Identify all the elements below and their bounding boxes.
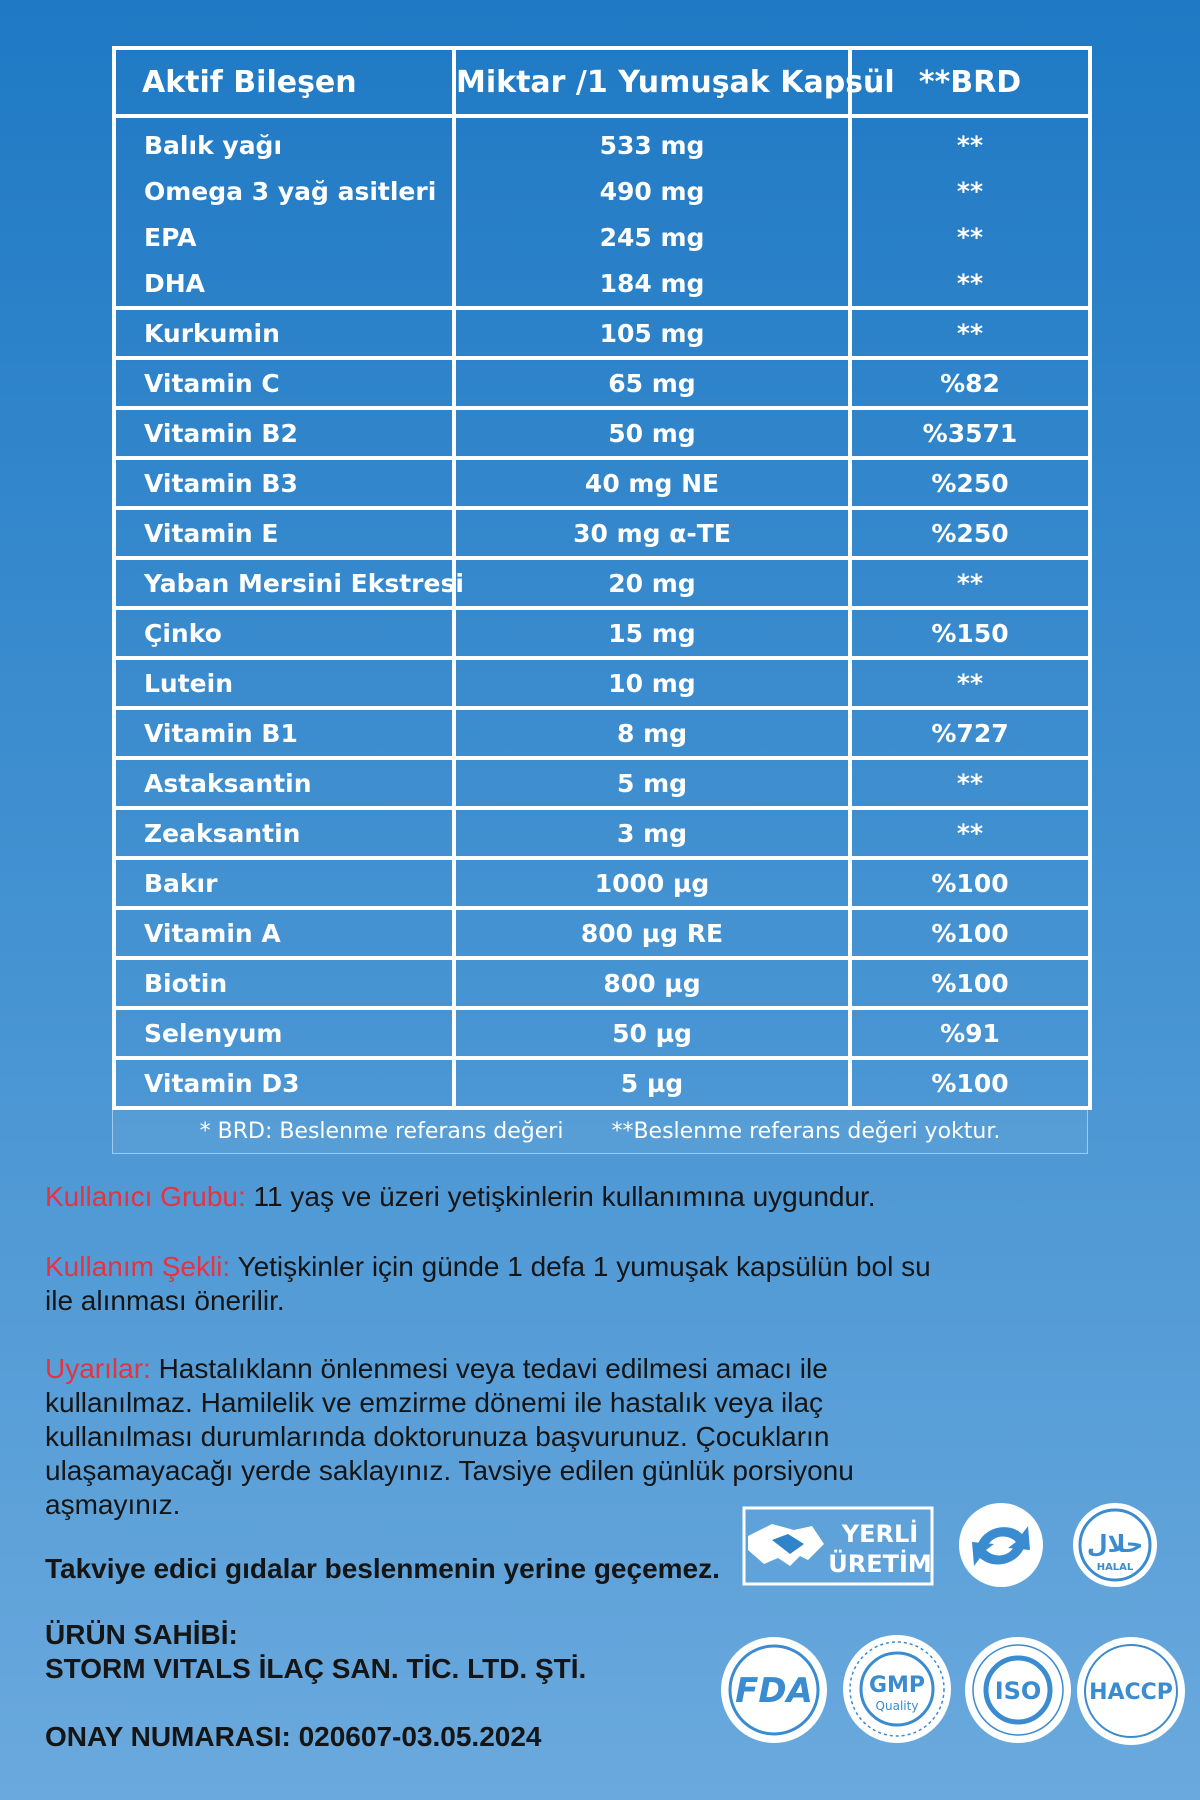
amount-cell: 533 mg [454, 116, 850, 168]
amount-cell: 15 mg [454, 608, 850, 658]
table-row [114, 214, 1090, 260]
haccp-badge [1074, 1634, 1188, 1748]
header-active-ingredient: Aktif Bileşen [114, 48, 454, 116]
brd-cell: ** [850, 168, 1090, 214]
owner-name: STORM VITALS İLAÇ SAN. TİC. LTD. ŞTİ. [45, 1653, 587, 1684]
brd-cell: %82 [850, 358, 1090, 408]
table-row [114, 116, 1090, 168]
iso-badge [962, 1634, 1074, 1746]
brd-cell: %91 [850, 1008, 1090, 1058]
footnote-no-brd: **Beslenme referans değeri yoktur. [611, 1119, 1001, 1144]
amount-cell: 40 mg NE [454, 458, 850, 508]
warnings-label: Uyarılar: [45, 1353, 151, 1384]
ingredient-name-cell: Yaban Mersini Ekstresi [114, 558, 454, 608]
ingredient-name-cell: Vitamin C [114, 358, 454, 408]
fda-badge [718, 1634, 830, 1746]
amount-cell: 245 mg [454, 214, 850, 260]
brd-cell: %250 [850, 508, 1090, 558]
ingredient-name-cell: Bakır [114, 858, 454, 908]
table-row [114, 908, 1090, 958]
handshake-icon [748, 1524, 824, 1566]
ingredient-name-cell: Vitamin B3 [114, 458, 454, 508]
ingredient-name-cell: DHA [114, 260, 454, 308]
table-row [114, 858, 1090, 908]
usage-text: Yetişkinler için günde 1 defa 1 yumuşak kapsülün bol su ile alınması önerilir. [45, 1251, 931, 1316]
table-header-row [114, 48, 1090, 116]
supplement-disclaimer: Takviye edici gıdalar beslenmenin yerine geçemez. [45, 1553, 720, 1584]
table-row [114, 1008, 1090, 1058]
table-row [114, 758, 1090, 808]
ingredient-name-cell: Selenyum [114, 1008, 454, 1058]
table-row [114, 168, 1090, 214]
ingredient-name-cell: Vitamin B2 [114, 408, 454, 458]
warnings-text: Hastalıklann önlenmesi veya tedavi edilmesi amacı ile kullanılmaz. Hamilelik ve emzirme dönemi ile hastalık veya ilaç kullanılması durumlarında doktorunuza başvurunuz. Çocukların ulaşamayacağı yerde saklayınız. Tavsiye edilen günlük porsiyonu aşmayınız. [45, 1353, 854, 1520]
ingredient-name-cell: Vitamin E [114, 508, 454, 558]
table-row [114, 558, 1090, 608]
brd-cell: %727 [850, 708, 1090, 758]
table-row [114, 408, 1090, 458]
brd-cell: %250 [850, 458, 1090, 508]
nutrition-table-section [112, 46, 1088, 1154]
amount-cell: 3 mg [454, 808, 850, 858]
nutrition-table [112, 46, 1092, 1110]
gmp-quality-text: Quality [875, 1699, 919, 1713]
amount-cell: 800 µg [454, 958, 850, 1008]
brd-cell: ** [850, 116, 1090, 168]
ingredient-name-cell: Vitamin D3 [114, 1058, 454, 1108]
brd-cell: ** [850, 558, 1090, 608]
table-row [114, 508, 1090, 558]
brd-cell: ** [850, 308, 1090, 358]
amount-cell: 8 mg [454, 708, 850, 758]
ingredient-name-cell: Vitamin B1 [114, 708, 454, 758]
amount-cell: 490 mg [454, 168, 850, 214]
table-row [114, 458, 1090, 508]
brd-cell: %3571 [850, 408, 1090, 458]
amount-cell: 65 mg [454, 358, 850, 408]
table-body [114, 116, 1090, 1108]
header-brd: **BRD [850, 48, 1090, 116]
brd-cell: ** [850, 260, 1090, 308]
amount-cell: 800 µg RE [454, 908, 850, 958]
table-row [114, 708, 1090, 758]
footnote-brd-definition: * BRD: Beslenme referans değeri [199, 1119, 564, 1144]
brd-cell: ** [850, 214, 1090, 260]
usage-paragraph [45, 1250, 965, 1318]
gmp-text: GMP [868, 1673, 926, 1698]
amount-cell: 5 mg [454, 758, 850, 808]
amount-cell: 20 mg [454, 558, 850, 608]
yerli-uretim-badge [742, 1506, 934, 1586]
ingredient-name-cell: Balık yağı [114, 116, 454, 168]
table-footnote [112, 1110, 1088, 1154]
recycle-icon [956, 1500, 1046, 1590]
uretim-text: ÜRETİM [828, 1550, 932, 1578]
amount-cell: 30 mg α-TE [454, 508, 850, 558]
table-row [114, 808, 1090, 858]
fda-text: FDA [735, 1671, 813, 1711]
brd-cell: %100 [850, 858, 1090, 908]
user-group-paragraph [45, 1180, 1025, 1214]
user-group-text: 11 yaş ve üzeri yetişkinlerin kullanımına uygundur. [245, 1181, 876, 1212]
amount-cell: 5 µg [454, 1058, 850, 1108]
table-row [114, 608, 1090, 658]
brd-cell: %150 [850, 608, 1090, 658]
table-row [114, 358, 1090, 408]
ingredient-name-cell: Kurkumin [114, 308, 454, 358]
amount-cell: 184 mg [454, 260, 850, 308]
halal-badge [1070, 1500, 1160, 1590]
table-row [114, 958, 1090, 1008]
haccp-text: HACCP [1089, 1680, 1173, 1705]
ingredient-name-cell: Vitamin A [114, 908, 454, 958]
amount-cell: 10 mg [454, 658, 850, 708]
iso-text: ISO [994, 1677, 1042, 1705]
halal-arabic-text: حلال [1086, 1530, 1144, 1558]
ingredient-name-cell: EPA [114, 214, 454, 260]
usage-label: Kullanım Şekli: [45, 1251, 231, 1282]
table-row [114, 658, 1090, 708]
table-row [114, 308, 1090, 358]
warnings-paragraph [45, 1352, 865, 1522]
amount-cell: 50 mg [454, 408, 850, 458]
ingredient-name-cell: Astaksantin [114, 758, 454, 808]
gmp-badge [840, 1632, 954, 1746]
amount-cell: 1000 µg [454, 858, 850, 908]
header-amount: Miktar /1 Yumuşak Kapsül [454, 48, 850, 116]
amount-cell: 50 µg [454, 1008, 850, 1058]
ingredient-name-cell: Omega 3 yağ asitleri [114, 168, 454, 214]
recycle-badge [956, 1500, 1046, 1590]
approval-number: ONAY NUMARASI: 020607-03.05.2024 [45, 1721, 542, 1752]
product-owner [45, 1618, 805, 1686]
ingredient-name-cell: Çinko [114, 608, 454, 658]
brd-cell: %100 [850, 958, 1090, 1008]
brd-cell: ** [850, 808, 1090, 858]
amount-cell: 105 mg [454, 308, 850, 358]
brd-cell: ** [850, 758, 1090, 808]
yerli-text: YERLİ [841, 1520, 919, 1548]
halal-text: HALAL [1096, 1562, 1134, 1573]
user-group-label: Kullanıcı Grubu: [45, 1181, 246, 1212]
table-row [114, 260, 1090, 308]
brd-cell: ** [850, 658, 1090, 708]
ingredient-name-cell: Zeaksantin [114, 808, 454, 858]
ingredient-name-cell: Lutein [114, 658, 454, 708]
table-row [114, 1058, 1090, 1108]
brd-cell: %100 [850, 908, 1090, 958]
ingredient-name-cell: Biotin [114, 958, 454, 1008]
brd-cell: %100 [850, 1058, 1090, 1108]
owner-label: ÜRÜN SAHİBİ: [45, 1619, 238, 1650]
